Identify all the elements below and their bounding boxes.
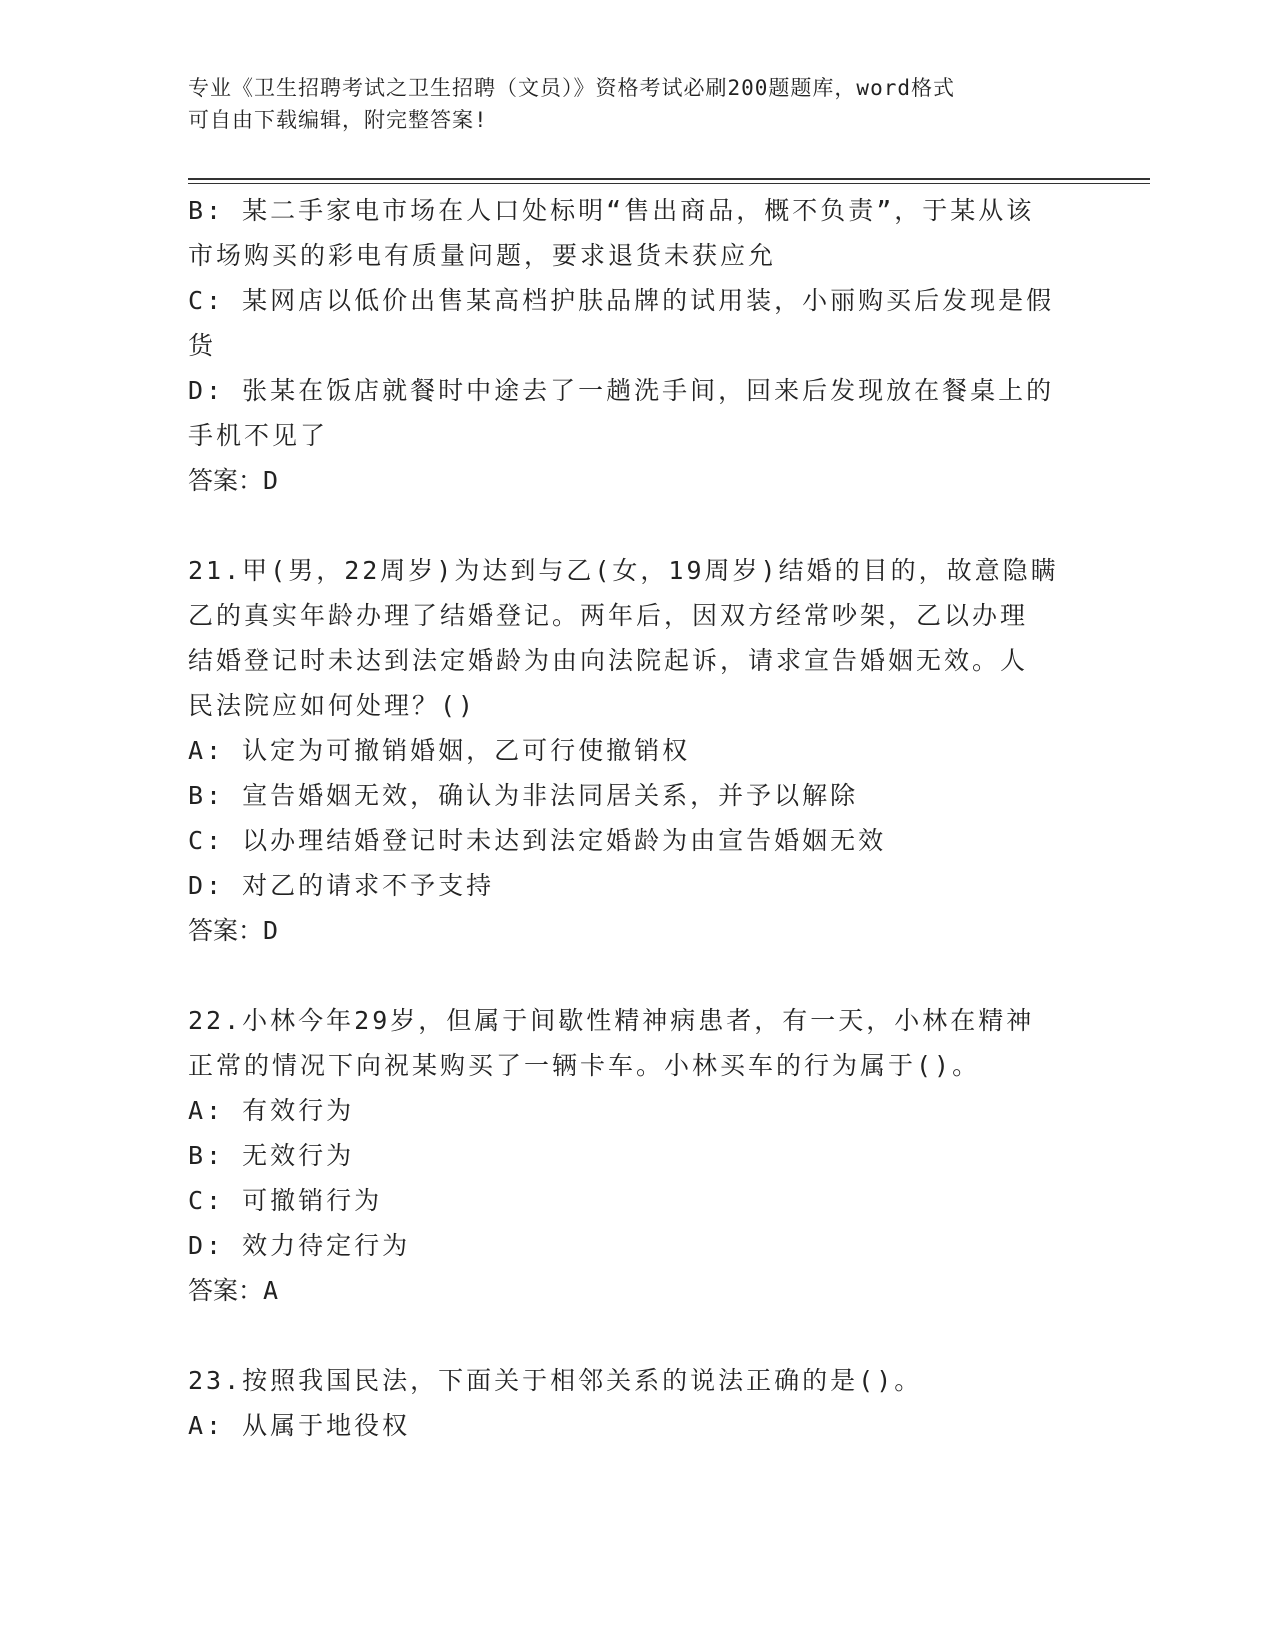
question-spacer	[188, 1313, 1088, 1358]
option-a: A: 有效行为	[188, 1096, 355, 1125]
question-stem-line-1: 21.甲(男，22周岁)为达到与乙(女，19周岁)结婚的目的，故意隐瞒	[188, 556, 1059, 585]
document-body	[188, 188, 1088, 1448]
option-b-line-1: B: 某二手家电市场在人口处标明“售出商品，概不负责”，于某从该	[188, 196, 1035, 225]
option-d: D: 效力待定行为	[188, 1231, 411, 1260]
document-header	[188, 72, 1068, 136]
answer-value: D	[263, 466, 279, 495]
option-c: C: 可撤销行为	[188, 1186, 383, 1215]
answer-line	[188, 1268, 1088, 1313]
answer-label: 答案：	[188, 1276, 264, 1305]
answer-label: 答案：	[188, 466, 264, 495]
option-d-line-2: 手机不见了	[188, 421, 329, 450]
question-spacer	[188, 503, 1088, 548]
question-stem-line-1: 23.按照我国民法，下面关于相邻关系的说法正确的是()。	[188, 1366, 923, 1395]
question-22	[188, 998, 1088, 1313]
question-stem-line-2: 乙的真实年龄办理了结婚登记。两年后，因双方经常吵架，乙以办理	[188, 601, 1029, 630]
answer-value: A	[263, 1276, 279, 1305]
question-21	[188, 548, 1088, 953]
option-b: B: 宣告婚姻无效，确认为非法同居关系，并予以解除	[188, 781, 859, 810]
question-stem-line-4: 民法院应如何处理？()	[188, 691, 477, 720]
option-c-line-1: C: 某网店以低价出售某高档护肤品牌的试用装，小丽购买后发现是假	[188, 286, 1055, 315]
answer-line	[188, 908, 1088, 953]
question-spacer	[188, 953, 1088, 998]
question-stem-line-2: 正常的情况下向祝某购买了一辆卡车。小林买车的行为属于()。	[188, 1051, 981, 1080]
header-line-2: 可自由下载编辑，附完整答案!	[188, 108, 488, 132]
option-d: D: 对乙的请求不予支持	[188, 871, 495, 900]
question-20-continuation	[188, 188, 1088, 503]
option-b-line-2: 市场购买的彩电有质量问题，要求退货未获应允	[188, 241, 777, 270]
option-d-line-1: D: 张某在饭店就餐时中途去了一趟洗手间，回来后发现放在餐桌上的	[188, 376, 1055, 405]
question-stem-line-3: 结婚登记时未达到法定婚龄为由向法院起诉，请求宣告婚姻无效。人	[188, 646, 1029, 675]
answer-label: 答案：	[188, 916, 264, 945]
option-c-line-2: 货	[188, 331, 217, 360]
header-divider-thin	[188, 183, 1150, 184]
answer-line	[188, 458, 1088, 503]
option-b: B: 无效行为	[188, 1141, 355, 1170]
option-c: C: 以办理结婚登记时未达到法定婚龄为由宣告婚姻无效	[188, 826, 887, 855]
option-a: A: 从属于地役权	[188, 1411, 411, 1440]
header-line-1: 专业《卫生招聘考试之卫生招聘（文员）》资格考试必刷200题题库，word格式	[188, 76, 955, 100]
question-stem-line-1: 22.小林今年29岁，但属于间歇性精神病患者，有一天，小林在精神	[188, 1006, 1035, 1035]
header-divider-thick	[188, 178, 1150, 180]
answer-value: D	[263, 916, 279, 945]
option-a: A: 认定为可撤销婚姻，乙可行使撤销权	[188, 736, 691, 765]
question-23	[188, 1358, 1088, 1448]
